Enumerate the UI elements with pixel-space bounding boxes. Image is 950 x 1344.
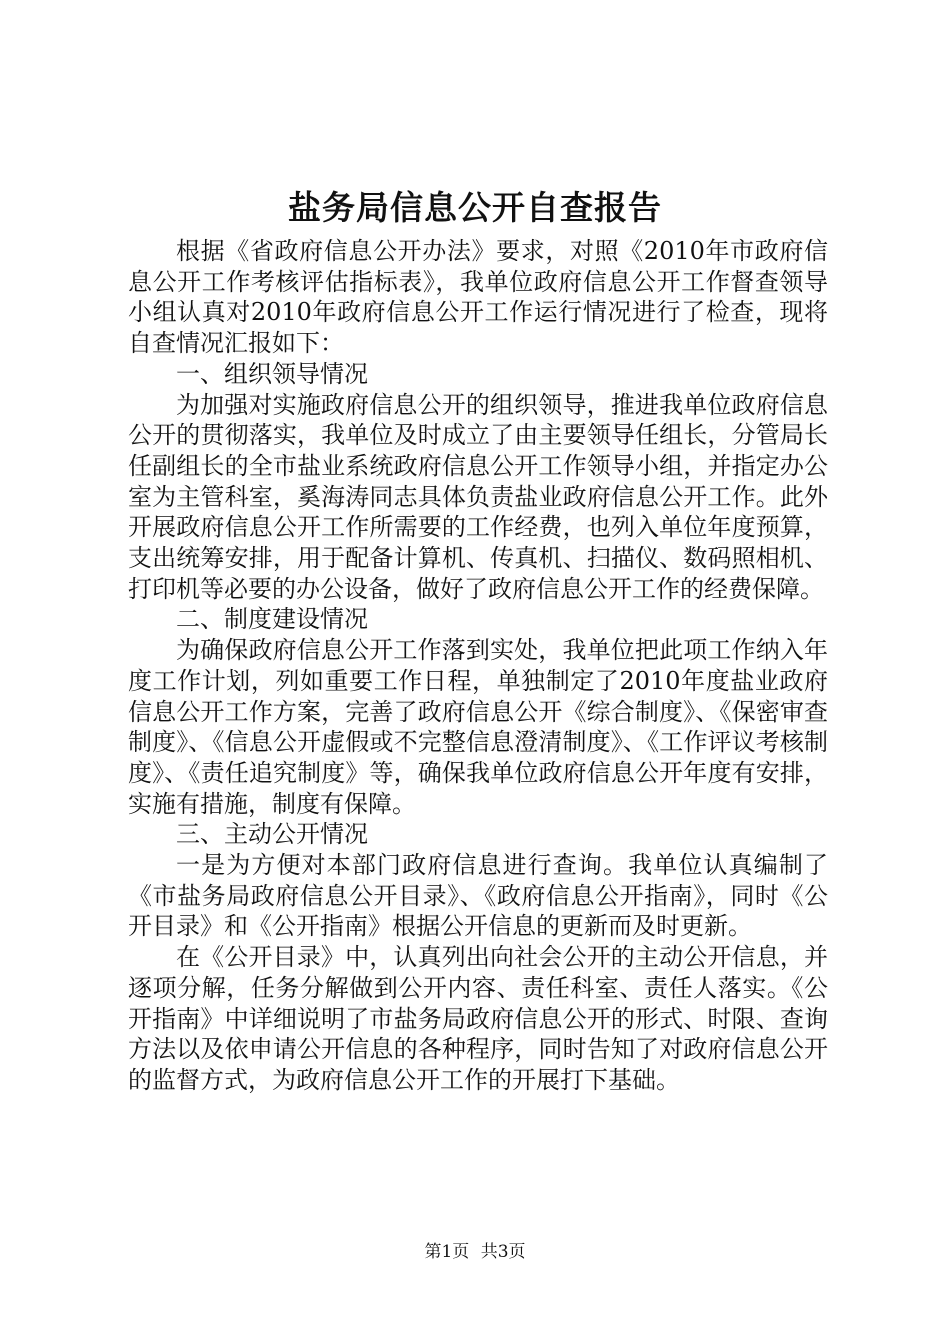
disclosure-paragraph-1: 一是为方便对本部门政府信息进行查询。我单位认真编制了《市盐务局政府信息公开目录》、《政府信息公开指南》，同时《公开目录》和《公开指南》根据公开信息的更新而及时更新。 [128, 851, 828, 941]
section-heading-system: 二、制度建设情况 [176, 605, 368, 634]
organization-paragraph: 为加强对实施政府信息公开的组织领导，推进我单位政府信息公开的贯彻落实，我单位及时成立了由主要领导任组长，分管局长任副组长的全市盐业系统政府信息公开工作领导小组，并指定办公室为主管科室，奚海涛同志具体负责盐业政府信息公开工作。此外开展政府信息公开工作所需要的工作经费，也列入单位年度预算，支出统筹安排，用于配备计算机、传真机、扫描仪、数码照相机、打印机等必要的办公设备，做好了政府信息公开工作的经费保障。 [128, 390, 828, 603]
page-footer [0, 1240, 950, 1264]
page-number: 第1页 [424, 1242, 470, 1262]
document-body [128, 236, 828, 1096]
disclosure-paragraph-2: 在《公开目录》中，认真列出向社会公开的主动公开信息，并逐项分解，任务分解做到公开内容、责任科室、责任人落实。《公开指南》中详细说明了市盐务局政府信息公开的形式、时限、查询方法以及依申请公开信息的各种程序，同时告知了对政府信息公开的监督方式，为政府信息公开工作的开展打下基础。 [128, 943, 828, 1094]
section-heading-organization: 一、组织领导情况 [176, 359, 368, 388]
section-heading-disclosure: 三、主动公开情况 [176, 820, 368, 849]
document-title: 盐务局信息公开自查报告 [288, 188, 662, 227]
intro-paragraph: 根据《省政府信息公开办法》要求，对照《2010年市政府信息公开工作考核评估指标表》，我单位政府信息公开工作督查领导小组认真对2010年政府信息公开工作运行情况进行了检查，现将自查情况汇报如下： [128, 237, 828, 358]
system-paragraph: 为确保政府信息公开工作落到实处，我单位把此项工作纳入年度工作计划，列如重要工作日程，单独制定了2010年度盐业政府信息公开工作方案，完善了政府信息公开《综合制度》、《保密审查制度》、《信息公开虚假或不完整信息澄清制度》、《工作评议考核制度》、《责任追究制度》等，确保我单位政府信息公开年度有安排，实施有措施，制度有保障。 [128, 636, 828, 818]
page-total: 共3页 [480, 1242, 526, 1262]
